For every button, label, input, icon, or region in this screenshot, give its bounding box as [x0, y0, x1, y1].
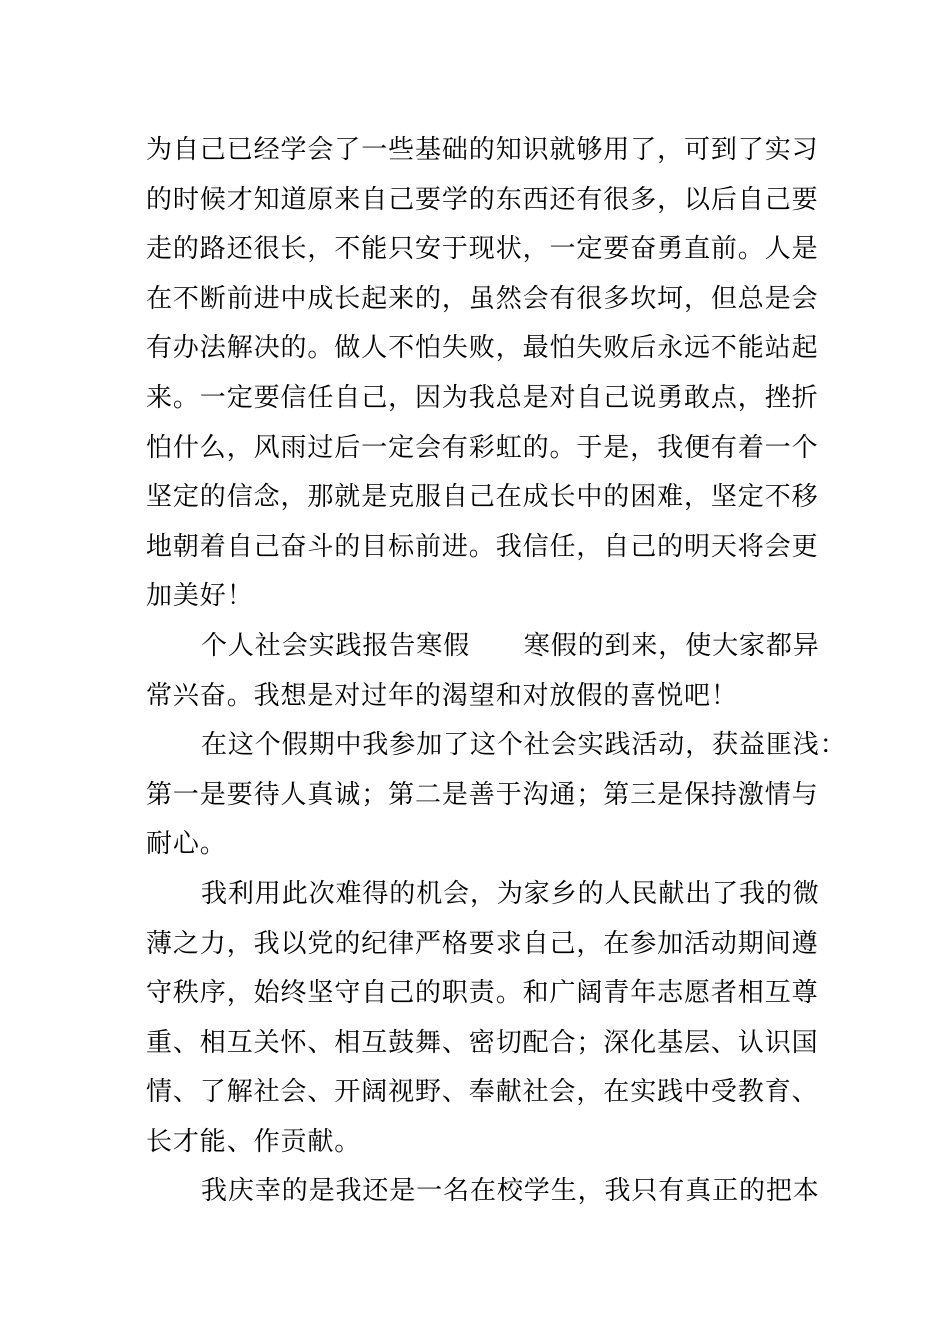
text-line: 怕什么，风雨过后一定会有彩虹的。于是，我便有着一个 [146, 432, 819, 463]
text-line: 耐心。 [146, 829, 227, 860]
paragraph-first-line: 在这个假期中我参加了这个社会实践活动，获益匪浅： [201, 730, 847, 761]
text-line: 为自己已经学会了一些基础的知识就够用了，可到了实习 [146, 135, 819, 165]
text-line: 第一是要待人真诚；第二是善于沟通；第三是保持激情与 [146, 779, 819, 810]
text-line: 的时候才知道原来自己要学的东西还有很多，以后自己要 [146, 184, 819, 215]
paragraph-first-line: 我庆幸的是我还是一名在校学生，我只有真正的把本 [201, 1176, 820, 1207]
text-line: 常兴奋。我想是对过年的渴望和对放假的喜悦吧！ [146, 680, 738, 711]
text-line: 来。一定要信任自己，因为我总是对自己说勇敢点，挫折 [146, 382, 819, 413]
text-line: 在不断前进中成长起来的，虽然会有很多坎坷，但总是会 [146, 283, 819, 314]
text-line: 地朝着自己奋斗的目标前进。我信任，自己的明天将会更 [146, 531, 819, 562]
body-text [146, 126, 847, 1217]
text-line: 守秩序，始终坚守自己的职责。和广阔青年志愿者相互尊 [146, 978, 819, 1009]
paragraph-heading-line: 个人社会实践报告寒假 寒假的到来，使大家都异 [201, 630, 820, 661]
text-line: 长才能、作贡献。 [146, 1126, 362, 1157]
text-line: 加美好！ [146, 581, 254, 612]
text-line: 有办法解决的。做人不怕失败，最怕失败后永远不能站起 [146, 333, 819, 364]
text-line: 走的路还很长，不能只安于现状，一定要奋勇直前。人是 [146, 234, 819, 265]
text-line: 情、了解社会、开阔视野、奉献社会，在实践中受教育、 [146, 1077, 819, 1108]
text-line: 坚定的信念，那就是克服自己在成长中的困难，坚定不移 [146, 482, 819, 513]
text-line: 重、相互关怀、相互鼓舞、密切配合；深化基层、认识国 [146, 1027, 819, 1058]
text-line: 薄之力，我以党的纪律严格要求自己，在参加活动期间遵 [146, 928, 819, 959]
paragraph-first-line: 我利用此次难得的机会，为家乡的人民献出了我的微 [201, 878, 820, 909]
